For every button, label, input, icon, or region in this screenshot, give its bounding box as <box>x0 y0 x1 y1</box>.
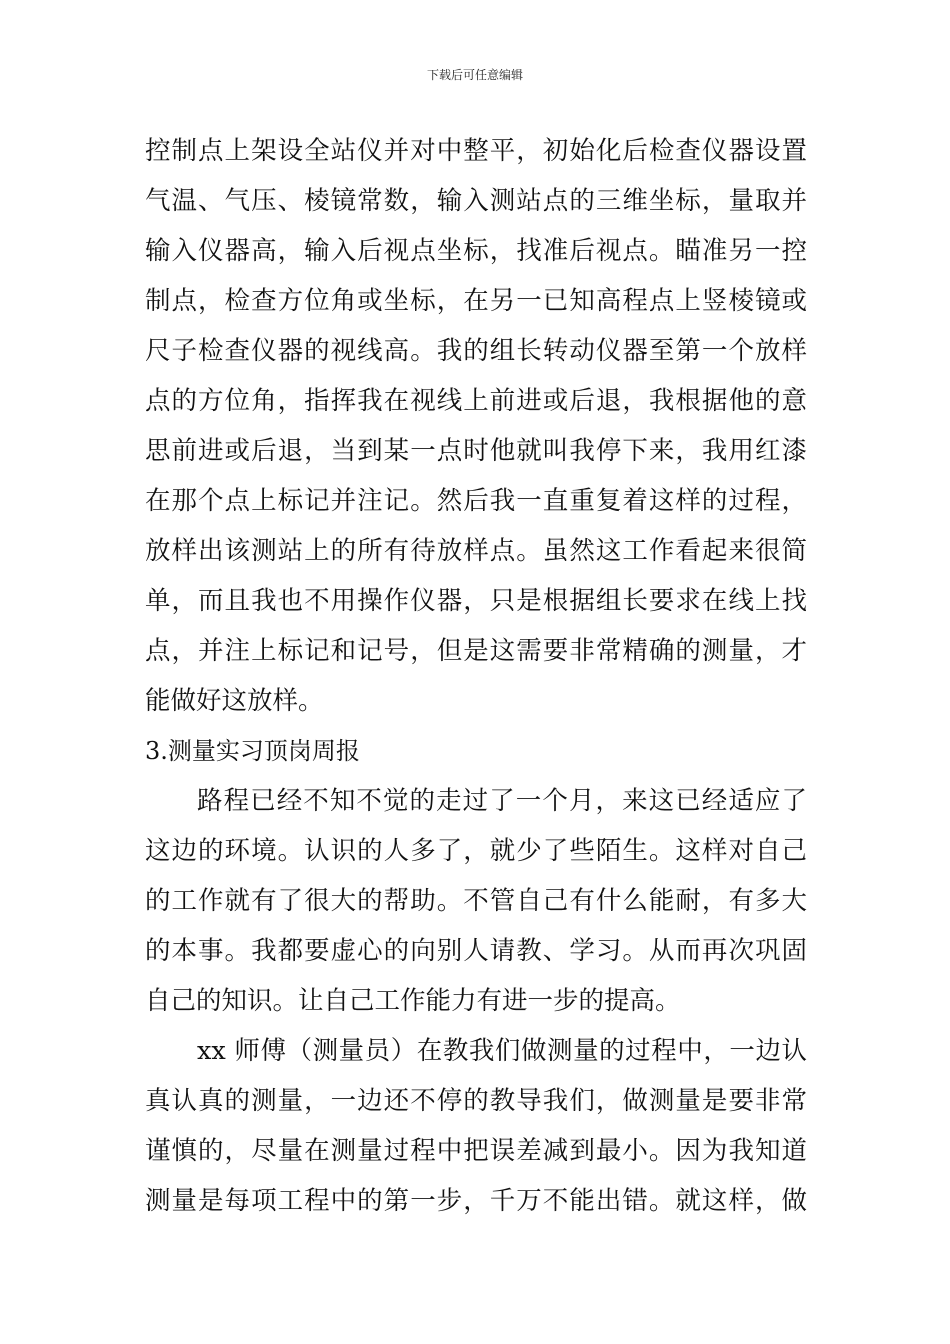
text-line: 点的方位角，指挥我在视线上前进或后退，我根据他的意 <box>145 386 807 416</box>
text-line: 尺子检查仪器的视线高。我的组长转动仪器至第一个放样 <box>145 336 807 366</box>
section-heading-block <box>145 726 807 776</box>
text-line: 能做好这放样。 <box>145 686 324 716</box>
section-heading: 3.测量实习顶岗周报 <box>145 737 360 765</box>
paragraph-1 <box>145 126 807 726</box>
document-body <box>145 126 807 1226</box>
text-line: 谨慎的，尽量在测量过程中把误差减到最小。因为我知道 <box>145 1136 807 1166</box>
text-line: 输入仪器高，输入后视点坐标，找准后视点。瞄准另一控 <box>145 236 807 266</box>
text-line: 在那个点上标记并注记。然后我一直重复着这样的过程， <box>145 486 807 516</box>
text-line: 的本事。我都要虚心的向别人请教、学习。从而再次巩固 <box>145 936 807 966</box>
text-line: 思前进或后退，当到某一点时他就叫我停下来，我用红漆 <box>145 436 807 466</box>
text-line: 气温、气压、棱镜常数，输入测站点的三维坐标，量取并 <box>145 186 807 216</box>
text-line: 制点，检查方位角或坐标，在另一已知高程点上竖棱镜或 <box>145 286 807 316</box>
page-header: 下载后可任意编辑 <box>426 68 523 82</box>
text-line: 控制点上架设全站仪并对中整平，初始化后检查仪器设置 <box>145 136 807 166</box>
text-line: 测量是每项工程中的第一步，千万不能出错。就这样，做 <box>145 1186 807 1216</box>
text-line: 路程已经不知不觉的走过了一个月，来这已经适应了 <box>197 786 807 816</box>
text-line: xx 师傅（测量员）在教我们做测量的过程中，一边认 <box>197 1036 807 1066</box>
paragraph-2 <box>145 776 807 1026</box>
text-line: 自己的知识。让自己工作能力有进一步的提高。 <box>145 986 681 1016</box>
paragraph-3 <box>145 1026 807 1226</box>
text-line: 放样出该测站上的所有待放样点。虽然这工作看起来很简 <box>145 536 807 566</box>
text-line: 这边的环境。认识的人多了，就少了些陌生。这样对自己 <box>145 836 807 866</box>
text-line: 真认真的测量，一边还不停的教导我们，做测量是要非常 <box>145 1086 807 1116</box>
text-line: 单，而且我也不用操作仪器，只是根据组长要求在线上找 <box>145 586 807 616</box>
text-line: 的工作就有了很大的帮助。不管自己有什么能耐，有多大 <box>145 886 807 916</box>
text-line: 点，并注上标记和记号，但是这需要非常精确的测量，才 <box>145 636 807 666</box>
